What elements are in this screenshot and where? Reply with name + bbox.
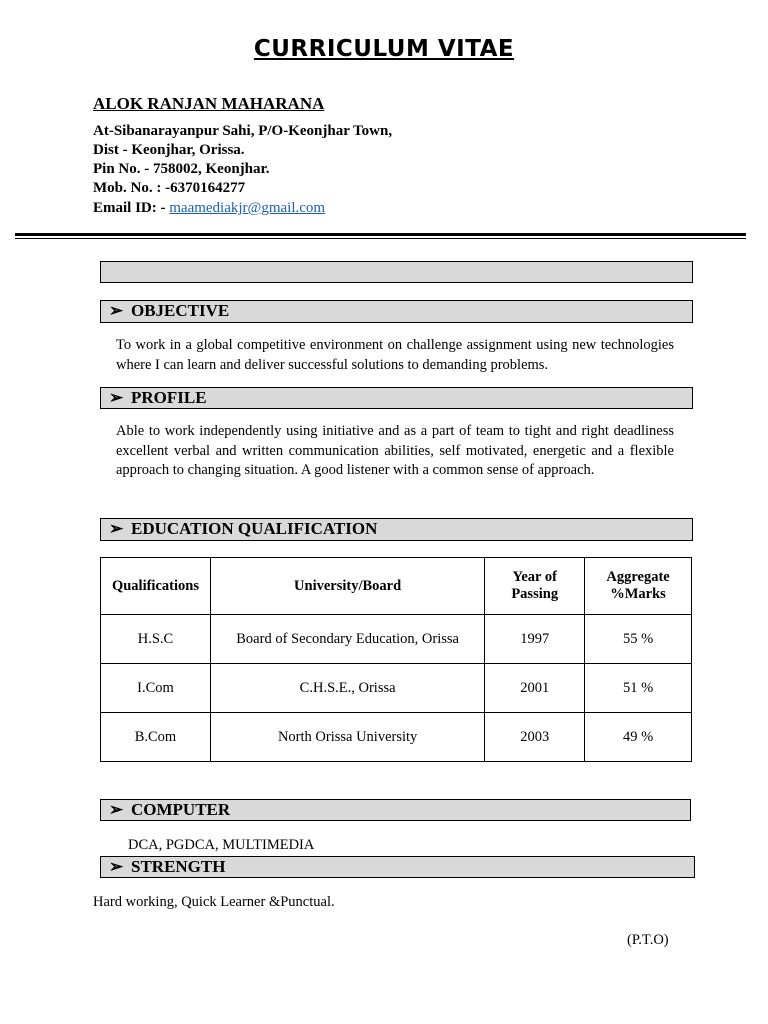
column-header: University/Board: [210, 558, 484, 615]
email-row: [93, 199, 325, 218]
table-cell: 51 %: [585, 664, 692, 713]
column-header: Qualifications: [101, 558, 211, 615]
table-cell: Board of Secondary Education, Orissa: [210, 615, 484, 664]
address-line-2: Dist - Keonjhar, Orissa.: [93, 142, 245, 158]
section-objective-header: [100, 300, 693, 323]
section-profile-title: PROFILE: [131, 388, 207, 407]
document-title: CURRICULUM VITAE: [253, 36, 515, 62]
table-header-row: [101, 558, 692, 615]
table-cell: 2003: [485, 713, 585, 762]
address-line-3: Pin No. - 758002, Keonjhar.: [93, 161, 270, 177]
table-row: [101, 713, 692, 762]
section-objective-title: OBJECTIVE: [131, 301, 230, 320]
section-education-title: EDUCATION QUALIFICATION: [131, 519, 378, 538]
table-cell: 2001: [485, 664, 585, 713]
computer-text: DCA, PGDCA, MULTIMEDIA: [128, 837, 315, 853]
arrow-bullet-icon: ➢: [109, 519, 124, 538]
column-header: Year of Passing: [485, 558, 585, 615]
column-header: Aggregate %Marks: [585, 558, 692, 615]
arrow-bullet-icon: ➢: [109, 857, 124, 876]
table-cell: C.H.S.E., Orissa: [210, 664, 484, 713]
section-strength-header: [100, 856, 695, 878]
mobile-number: Mob. No. : -6370164277: [93, 180, 246, 196]
table-row: [101, 664, 692, 713]
arrow-bullet-icon: ➢: [109, 301, 124, 320]
table-cell: B.Com: [101, 713, 211, 762]
table-cell: 1997: [485, 615, 585, 664]
table-cell: H.S.C: [101, 615, 211, 664]
education-table: [100, 557, 692, 762]
section-education-header: [100, 518, 693, 541]
table-cell: I.Com: [101, 664, 211, 713]
objective-text: To work in a global competitive environment on challenge assignment using new technologies where I can learn and deliver successful solutions to demanding problems.: [116, 337, 674, 373]
header-divider-thick: [15, 233, 746, 236]
blank-section-bar: [100, 261, 693, 283]
email-link[interactable]: maamediakjr@gmail.com: [169, 200, 326, 216]
profile-text: Able to work independently using initiative and as a part of team to tight and right deadliness excellent verbal and written communication abilities, self motivated, energetic and a flexible approach to changing situation. A good listener with a common sense of approach.: [116, 423, 674, 478]
strength-text: Hard working, Quick Learner &Punctual.: [93, 894, 335, 910]
header-divider-thin: [15, 238, 746, 239]
section-computer-header: [100, 799, 691, 821]
arrow-bullet-icon: ➢: [109, 388, 124, 407]
table-cell: 49 %: [585, 713, 692, 762]
table-cell: North Orissa University: [210, 713, 484, 762]
table-row: [101, 615, 692, 664]
section-computer-title: COMPUTER: [131, 800, 231, 819]
table-cell: 55 %: [585, 615, 692, 664]
address-line-1: At-Sibanarayanpur Sahi, P/O-Keonjhar Town,: [93, 123, 393, 139]
candidate-name: ALOK RANJAN MAHARANA: [93, 94, 325, 113]
pto-footer: (P.T.O): [627, 932, 669, 948]
section-profile-header: [100, 387, 693, 409]
section-strength-title: STRENGTH: [131, 857, 226, 876]
arrow-bullet-icon: ➢: [109, 800, 124, 819]
email-label: Email ID: -: [93, 200, 170, 216]
